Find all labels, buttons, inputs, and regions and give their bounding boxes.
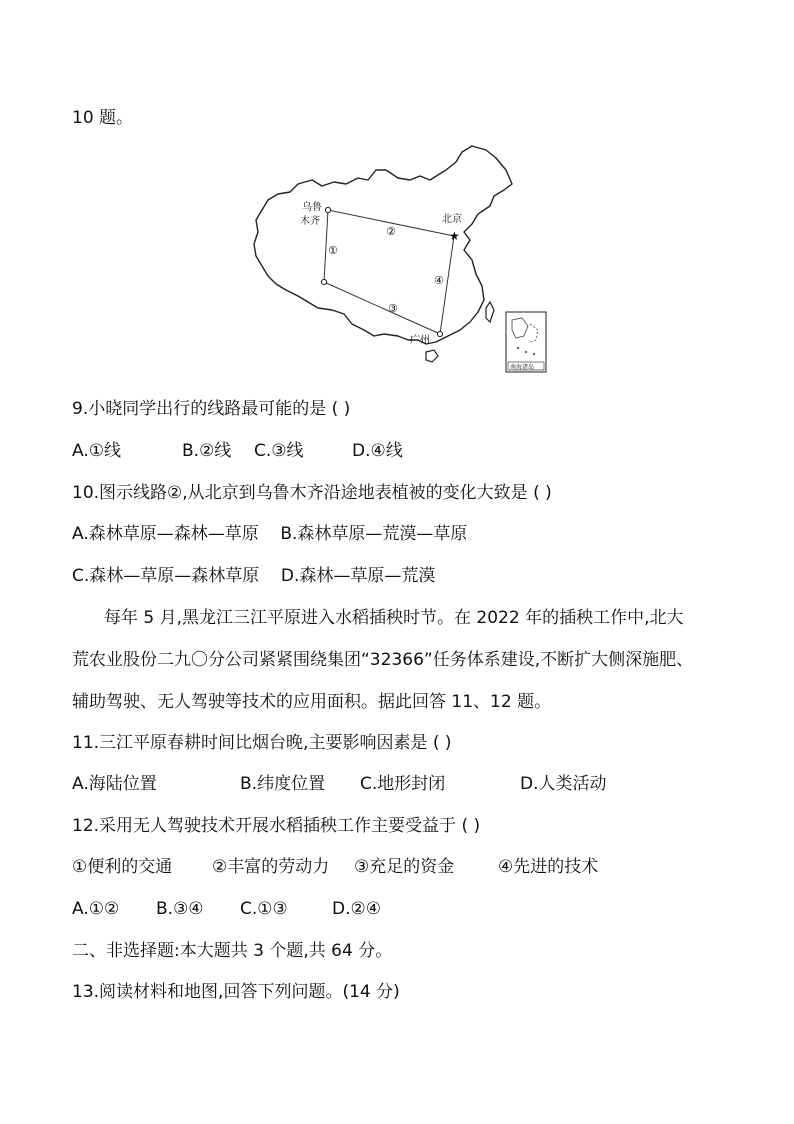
route-1-label: ①: [328, 244, 338, 257]
q12-option-b: B.③④: [156, 899, 204, 919]
urumqi-label-1: 乌鲁: [302, 202, 322, 213]
q12-option-a: A.①②: [72, 899, 120, 919]
beijing-star-icon: ★: [449, 229, 460, 243]
q9-option-d: D.④线: [352, 441, 403, 461]
q11-option-c: C.地形封闭: [360, 774, 446, 794]
intro-tail: 10 题。: [72, 108, 134, 128]
guangzhou-marker: [437, 331, 442, 336]
passage-line-3: 辅助驾驶、无人驾驶等技术的应用面积。据此回答 11、12 题。: [72, 692, 552, 712]
taiwan-island: [486, 302, 494, 322]
inset-label: 南海诸岛: [510, 364, 535, 371]
route-3-label: ③: [388, 302, 398, 315]
q10-option-b: B.森林草原—荒漠—草原: [280, 524, 468, 544]
q10-options-row1: [72, 522, 467, 546]
passage-line-1: 每年 5 月,黑龙江三江平原进入水稻插秧时节。在 2022 年的插秧工作中,北大: [104, 608, 684, 628]
q11-stem: 11.三江平原春耕时间比烟台晚,主要影响因素是 ( ): [72, 733, 452, 753]
section-2-heading: 二、非选择题:本大题共 3 个题,共 64 分。: [72, 941, 393, 961]
q9-option-b: B.②线: [182, 441, 232, 461]
route-3-line: [324, 282, 440, 334]
q12-option-d: D.②④: [332, 899, 381, 919]
q11-option-b: B.纬度位置: [240, 774, 326, 794]
urumqi-marker: [325, 207, 330, 212]
q12-stem: 12.采用无人驾驶技术开展水稻插秧工作主要受益于 ( ): [72, 816, 481, 836]
q11-option-a: A.海陆位置: [72, 774, 157, 794]
q13-stem: 13.阅读材料和地图,回答下列问题。(14 分): [72, 982, 400, 1002]
route-2-label: ②: [386, 225, 396, 238]
q10-option-d: D.森林—草原—荒漠: [280, 566, 436, 586]
beijing-label: 北京: [442, 214, 462, 225]
route-4-label: ④: [434, 274, 444, 287]
china-route-map: [250, 140, 550, 375]
q9-option-a: A.①线: [72, 441, 121, 461]
q9-stem: 9.小晓同学出行的线路最可能的是 ( ): [72, 399, 351, 419]
china-outline: [254, 146, 512, 344]
south-china-sea-inset: [506, 312, 546, 372]
passage-line-2: 荒农业股份二九〇分公司紧紧围绕集团“32366”任务体系建设,不断扩大侧深施肥、: [72, 650, 694, 670]
q10-stem: 10.图示线路②,从北京到乌鲁木齐沿途地表植被的变化大致是 ( ): [72, 483, 552, 503]
q9-option-c: C.③线: [254, 441, 304, 461]
q12-item-4: ④先进的技术: [498, 857, 599, 877]
q12-option-c: C.①③: [240, 899, 288, 919]
guangzhou-label: 广州: [410, 335, 430, 346]
urumqi-label-2: 木齐: [300, 216, 320, 227]
q12-item-1: ①便利的交通: [72, 857, 173, 877]
q10-option-c: C.森林—草原—森林草原: [72, 566, 260, 586]
q11-option-d: D.人类活动: [520, 774, 607, 794]
hainan-island: [426, 350, 438, 362]
midpoint-marker: [321, 279, 326, 284]
q12-item-3: ③充足的资金: [354, 857, 455, 877]
q12-item-2: ②丰富的劳动力: [212, 857, 330, 877]
q10-option-a: A.森林草原—森林—草原: [72, 524, 259, 544]
q10-options-row2: [72, 564, 435, 588]
